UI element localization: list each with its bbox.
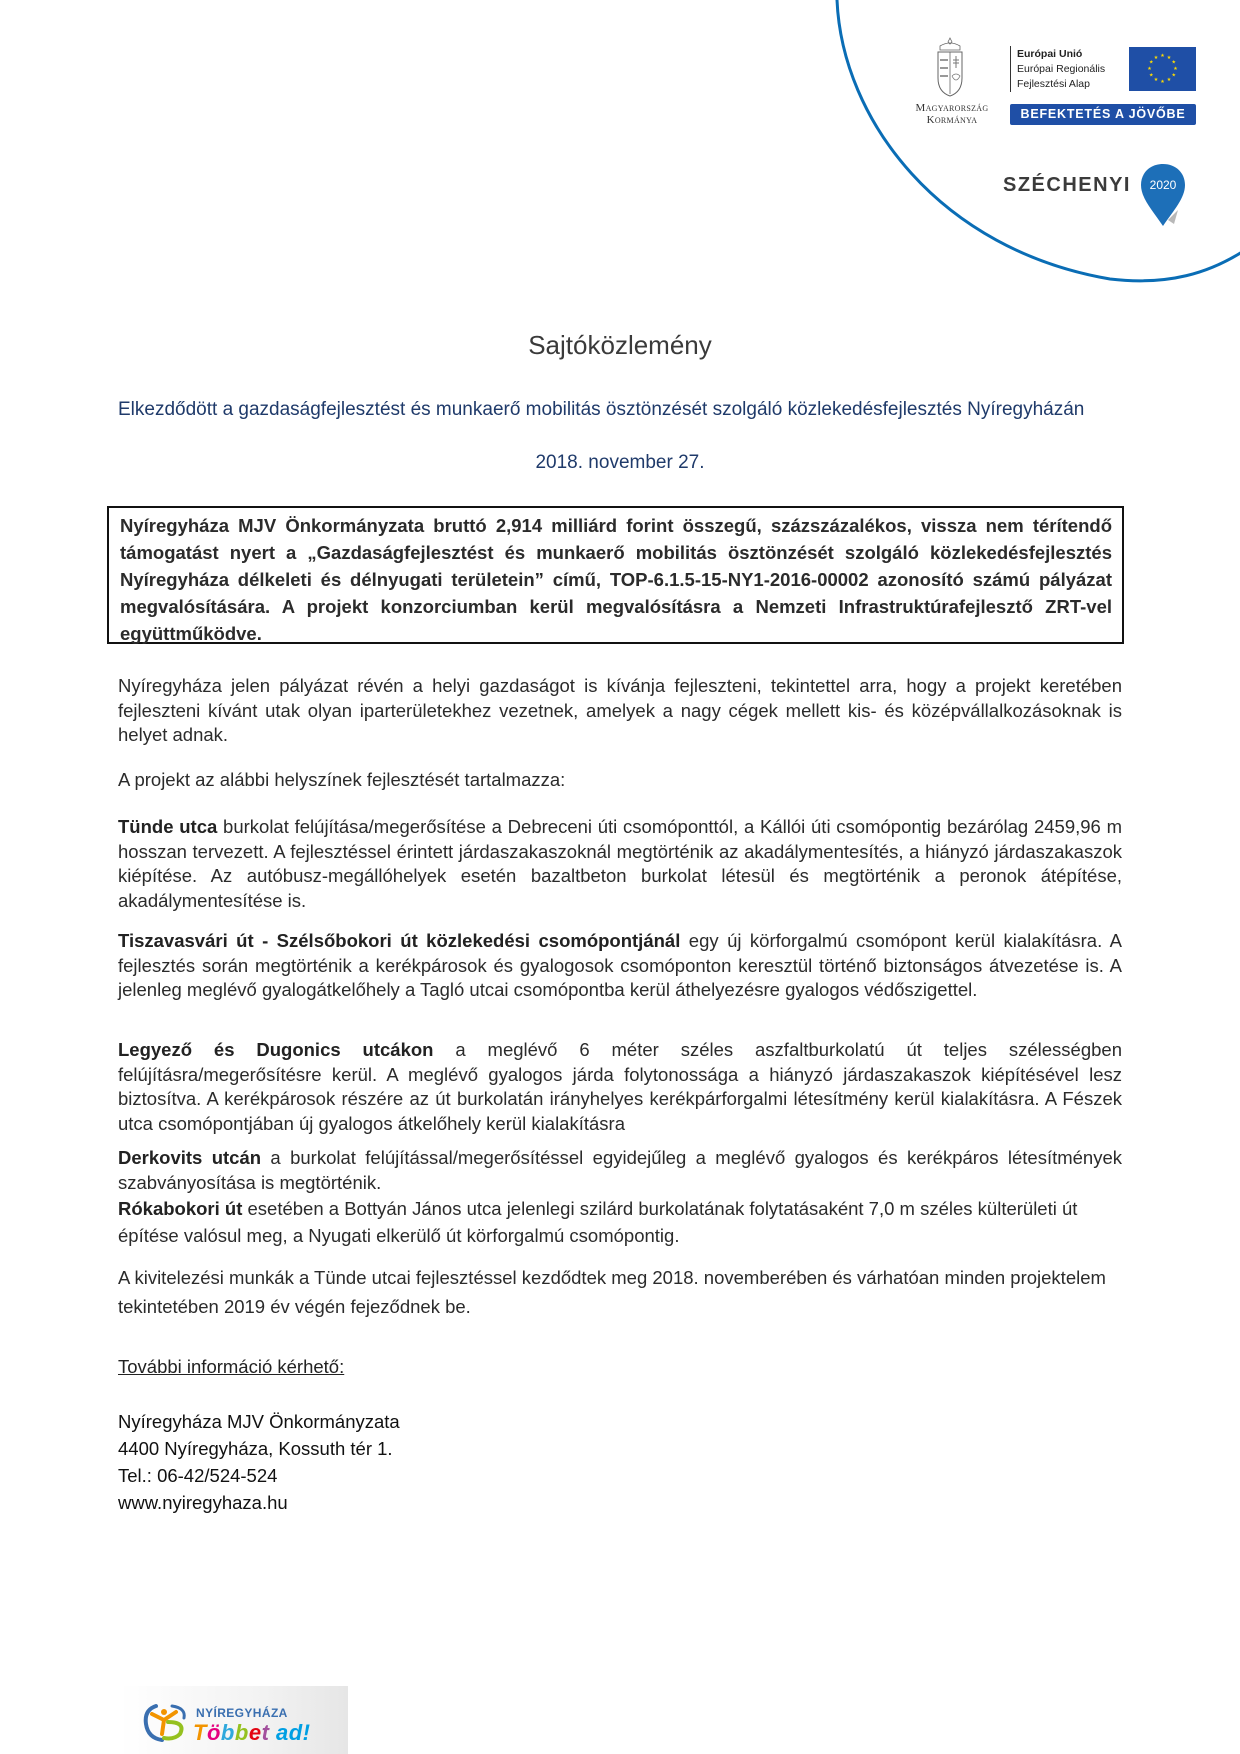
location-description: burkolat felújítása/megerősítése a Debreceni úti csomóponttól, a Kállói úti csomópontig bezárólag 2459,96 m hosszan tervezett. A fejlesztéssel érintett járdaszakaszoknál megtörténik az akadálymentesítés, a hiányzó járdaszakaszok kiépítése. Az autóbusz-megállóhelyek esetén bazaltbeton burkolat létesül és megtörténik a peronok átépítése, akadálymentesítése is. [118,816,1122,911]
intro-paragraph: Nyíregyháza jelen pályázat révén a helyi gazdaságot is kívánja fejleszteni, tekintettel arra, hogy a projekt keretében fejleszteni kívánt utak olyan iparterületekhez vezetnek, amelyek a nagy cégek mellett kis- és középvállalkozásoknak is helyet adnak. [118,675,1122,745]
svg-text:★: ★ [1160,53,1165,59]
footer-slogan: Többet ad! [193,1720,311,1745]
location-paragraph-tiszavasvari [118,929,1122,1003]
page-title: Sajtóközlemény [528,330,712,360]
svg-text:★: ★ [1160,79,1165,85]
header-decoration [0,0,1240,300]
svg-text:★: ★ [1171,59,1177,66]
location-name: Legyező és Dugonics utcákon [118,1039,434,1060]
more-info-label: További információ kérhető: [118,1356,345,1377]
svg-text:★: ★ [1171,72,1177,79]
press-release-subtitle: Elkezdődött a gazdaságfejlesztést és munkaerő mobilitás ösztönzését szolgáló közlekedésfejlesztés Nyíregyházán [118,399,1085,420]
location-description: esetében a Bottyán János utca jelenlegi szilárd burkolatának folytatásaként 7,0 m széles külterületi út építése valósul meg, a Nyugati elkerülő út körforgalmú csomópontig. [118,1198,1078,1246]
contact-block [118,1408,400,1516]
svg-text:2020: 2020 [1149,178,1177,192]
location-name: Derkovits utcán [118,1147,262,1168]
svg-text:★: ★ [1148,59,1154,66]
locations-heading: A projekt az alábbi helyszínek fejlesztését tartalmazza: [118,769,566,790]
svg-text:★: ★ [1166,77,1172,84]
eu-divider [1010,46,1011,92]
svg-text:★: ★ [1166,54,1172,61]
location-name: Tünde utca [118,816,218,837]
location-paragraph-rokabokori [118,1195,1078,1249]
contact-address: 4400 Nyíregyháza, Kossuth tér 1. [118,1438,393,1459]
contact-phone: Tel.: 06-42/524-524 [118,1465,278,1486]
nyiregyhaza-mascot-icon [142,1700,192,1742]
eu-fund-label: Európai Unió Európai Regionális Fejlesztési Alap [1017,48,1106,90]
location-paragraph-tunde [118,815,1122,913]
location-description: egy új körforgalmú csomópont kerül kialakításra. A fejlesztés során megtörténik a kerékpárosok és gyalogosok csomóponton keresztül történő biztonságos átvezetése is. A jelenleg meglévő gyalogátkelőhely a Tagló utcai csomópontba kerül áthelyezésre gyalogos védőszigettel. [118,930,1122,1000]
location-paragraph-derkovits [118,1146,1122,1195]
release-date: 2018. november 27. [535,452,705,473]
blue-arc-decoration [0,0,1240,300]
location-description: a meglévő 6 méter széles aszfaltburkolatú út teljes szélességben felújításra/megerősítésre kerül. A meglévő gyalogos járda folytonossága a hiányzó járdaszakaszok kiépítésével lesz biztosítva. A kerékpárosok részére az út burkolatán irányhelyes kerékpárforgalmi létesítmény kerül kialakításra. A Fészek utca csomópontjában új gyalogos átkelőhely kerül kialakításra [118,1039,1122,1134]
lead-summary-box [107,506,1124,644]
nyiregyhaza-tobbet-ad-logo [120,1686,348,1754]
svg-text:★: ★ [1153,54,1159,61]
contact-website[interactable]: www.nyiregyhaza.hu [118,1492,288,1513]
eu-flag-icon [1129,47,1196,91]
location-paragraph-legyezo [118,1038,1122,1136]
szechenyi-2020-pin-icon [1140,162,1186,230]
footer-city-name: NYÍREGYHÁZA [196,1706,288,1720]
closing-paragraph: A kivitelezési munkák a Tünde utcai fejlesztéssel kezdődtek meg 2018. novemberében és várhatóan minden projektelem tekintetében 2019 év végén fejeződnek be. [118,1267,1106,1317]
svg-text:★: ★ [1153,77,1159,84]
government-name: Magyarország Kormánya [915,102,989,126]
invest-in-future-banner: BEFEKTETÉS A JÖVŐBE [1010,104,1196,125]
szechenyi-logo-text: SZÉCHENYI [1003,174,1131,196]
svg-text:★: ★ [1173,66,1178,72]
svg-text:★: ★ [1147,66,1152,72]
contact-organization: Nyíregyháza MJV Önkormányzata [118,1411,400,1432]
svg-text:★: ★ [1148,72,1154,79]
location-description: a burkolat felújítással/megerősítéssel egyidejűleg a meglévő gyalogos és kerékpáros létesítmények szabványosítása is megtörténik. [118,1147,1123,1193]
hungarian-coat-of-arms-icon [932,36,968,98]
location-name: Rókabokori út [118,1198,243,1219]
location-name: Tiszavasvári út - Szélsőbokori út közlekedési csomópontjánál [118,930,681,951]
lead-paragraph: Nyíregyháza MJV Önkormányzata bruttó 2,914 milliárd forint összegű, százszázalékos, vissza nem térítendő támogatást nyert a „Gazdaságfejlesztést és munkaerő mobilitás ösztönzését szolgáló közlekedésfejlesztés Nyíregyháza délkeleti és délnyugati területein” című, TOP-6.1.5-15-NY1-2016-00002 azonosító számú pályázat megvalósítására. A projekt konzorciumban kerül megvalósításra a Nemzeti Infrastruktúrafejlesztő ZRT-vel együttműködve. [120,515,1112,644]
